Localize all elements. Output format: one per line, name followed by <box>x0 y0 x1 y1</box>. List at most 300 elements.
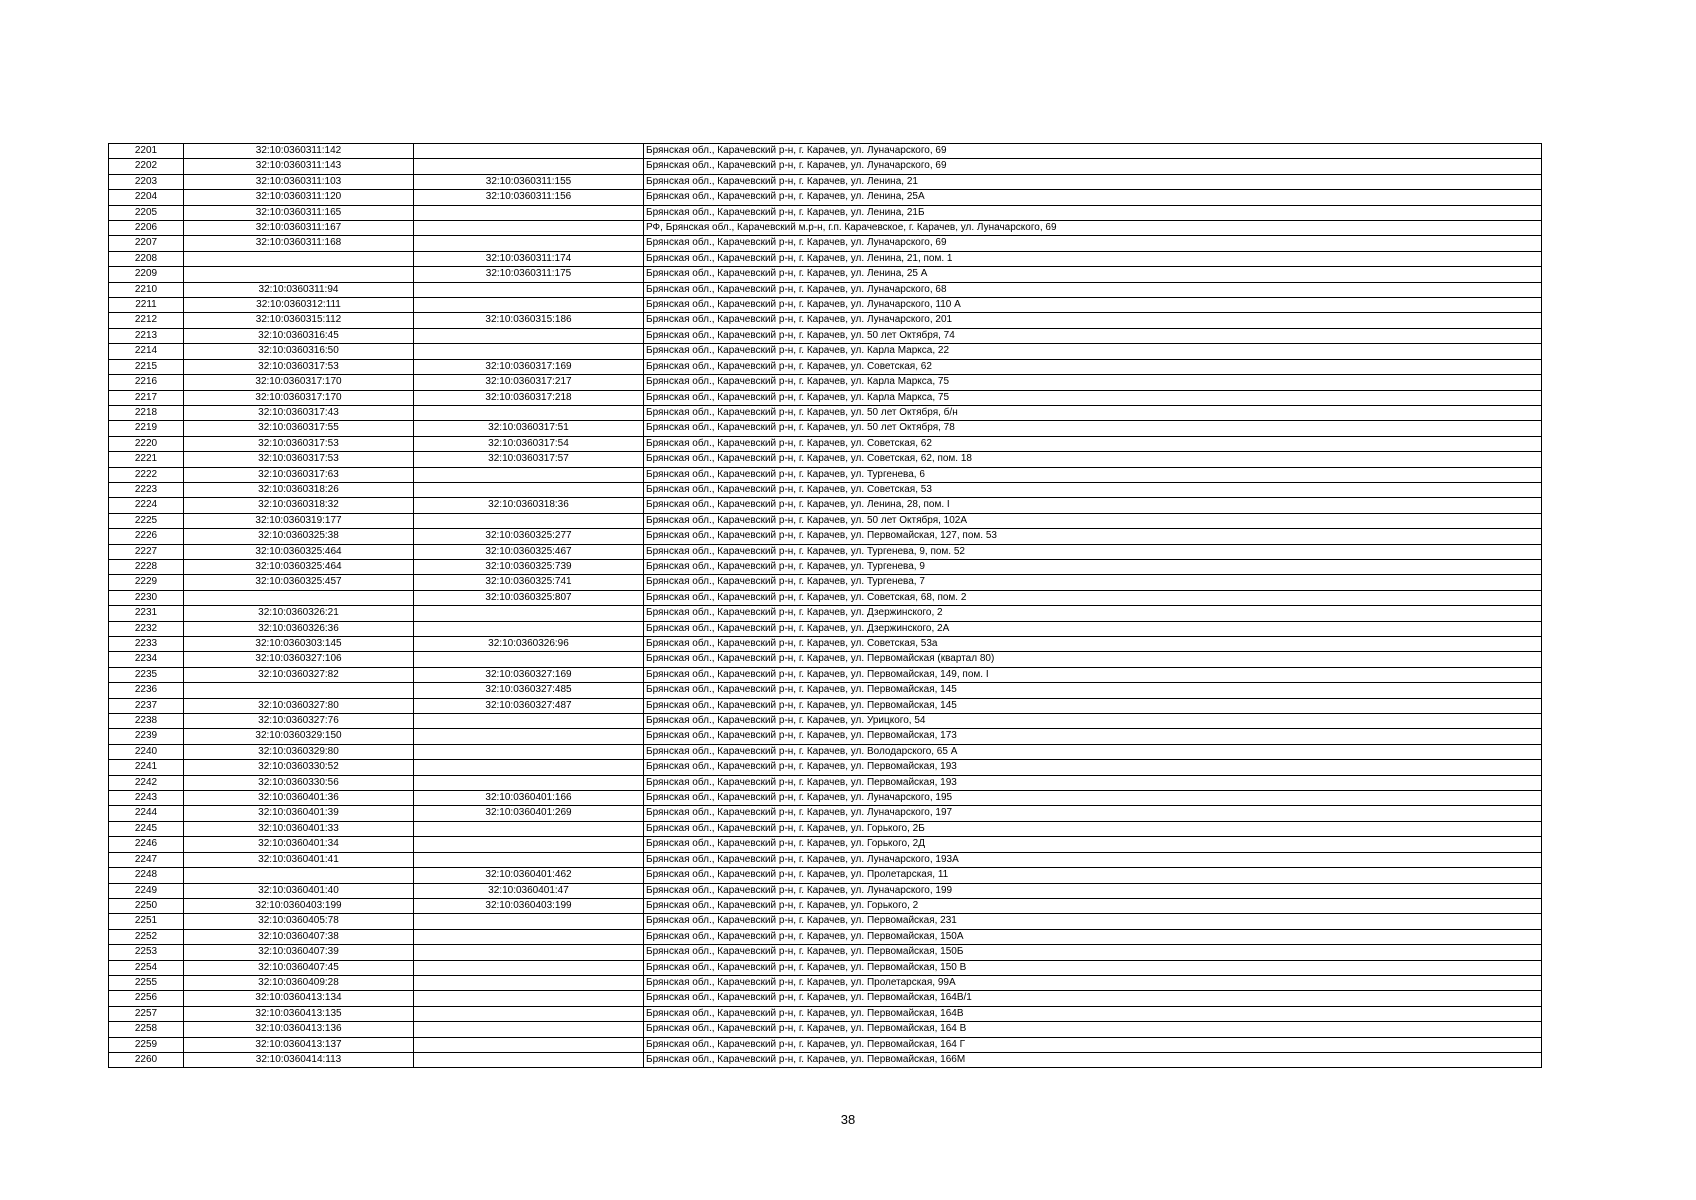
building-cadastral-number-cell <box>414 405 644 420</box>
land-cadastral-number-cell: 32:10:0360413:135 <box>184 1006 414 1021</box>
address-cell: Брянская обл., Карачевский р-н, г. Карачев, ул. Советская, 62 <box>644 359 1542 374</box>
land-cadastral-number-cell: 32:10:0360319:177 <box>184 513 414 528</box>
table-row <box>109 991 1542 1006</box>
land-cadastral-number-cell: 32:10:0360311:165 <box>184 205 414 220</box>
address-cell: Брянская обл., Карачевский р-н, г. Карачев, ул. Первомайская, 127, пом. 53 <box>644 529 1542 544</box>
address-cell: Брянская обл., Карачевский р-н, г. Карачев, ул. Советская, 62, пом. 18 <box>644 452 1542 467</box>
address-cell: Брянская обл., Карачевский р-н, г. Карачев, ул. Первомайская, 166М <box>644 1052 1542 1067</box>
building-cadastral-number-cell <box>414 960 644 975</box>
table-row <box>109 914 1542 929</box>
row-number-cell: 2238 <box>109 714 184 729</box>
table-row <box>109 390 1542 405</box>
land-cadastral-number-cell: 32:10:0360311:120 <box>184 190 414 205</box>
row-number-cell: 2214 <box>109 344 184 359</box>
land-cadastral-number-cell: 32:10:0360315:112 <box>184 313 414 328</box>
building-cadastral-number-cell <box>414 1052 644 1067</box>
building-cadastral-number-cell: 32:10:0360317:169 <box>414 359 644 374</box>
row-number-cell: 2252 <box>109 929 184 944</box>
land-cadastral-number-cell: 32:10:0360318:32 <box>184 498 414 513</box>
address-cell: Брянская обл., Карачевский р-н, г. Карачев, ул. Луначарского, 69 <box>644 236 1542 251</box>
table-row <box>109 298 1542 313</box>
land-cadastral-number-cell: 32:10:0360317:53 <box>184 452 414 467</box>
building-cadastral-number-cell <box>414 714 644 729</box>
address-cell: Брянская обл., Карачевский р-н, г. Карачев, ул. Горького, 2Д <box>644 837 1542 852</box>
address-cell: Брянская обл., Карачевский р-н, г. Карачев, ул. 50 лет Октября, 74 <box>644 328 1542 343</box>
row-number-cell: 2212 <box>109 313 184 328</box>
table-row <box>109 652 1542 667</box>
table-row <box>109 729 1542 744</box>
address-cell: Брянская обл., Карачевский р-н, г. Карачев, ул. Урицкого, 54 <box>644 714 1542 729</box>
land-cadastral-number-cell <box>184 251 414 266</box>
address-cell: Брянская обл., Карачевский р-н, г. Карачев, ул. Советская, 62 <box>644 436 1542 451</box>
address-cell: Брянская обл., Карачевский р-н, г. Карачев, ул. Первомайская (квартал 80) <box>644 652 1542 667</box>
row-number-cell: 2204 <box>109 190 184 205</box>
table-row <box>109 606 1542 621</box>
property-register-table <box>108 143 1542 1068</box>
address-cell: Брянская обл., Карачевский р-н, г. Карачев, ул. Ленина, 21, пом. 1 <box>644 251 1542 266</box>
row-number-cell: 2232 <box>109 621 184 636</box>
land-cadastral-number-cell: 32:10:0360317:170 <box>184 375 414 390</box>
table-row <box>109 174 1542 189</box>
address-cell: Брянская обл., Карачевский р-н, г. Карачев, ул. Первомайская, 150 В <box>644 960 1542 975</box>
table-row <box>109 837 1542 852</box>
row-number-cell: 2217 <box>109 390 184 405</box>
land-cadastral-number-cell: 32:10:0360326:21 <box>184 606 414 621</box>
address-cell: Брянская обл., Карачевский р-н, г. Карачев, ул. Горького, 2Б <box>644 821 1542 836</box>
land-cadastral-number-cell: 32:10:0360403:199 <box>184 898 414 913</box>
land-cadastral-number-cell: 32:10:0360317:170 <box>184 390 414 405</box>
land-cadastral-number-cell: 32:10:0360317:43 <box>184 405 414 420</box>
row-number-cell: 2202 <box>109 159 184 174</box>
table-row <box>109 744 1542 759</box>
row-number-cell: 2219 <box>109 421 184 436</box>
table-row <box>109 1022 1542 1037</box>
table-row <box>109 667 1542 682</box>
land-cadastral-number-cell <box>184 267 414 282</box>
row-number-cell: 2231 <box>109 606 184 621</box>
address-cell: Брянская обл., Карачевский р-н, г. Карачев, ул. Горького, 2 <box>644 898 1542 913</box>
address-cell: Брянская обл., Карачевский р-н, г. Карачев, ул. Первомайская, 145 <box>644 698 1542 713</box>
building-cadastral-number-cell: 32:10:0360318:36 <box>414 498 644 513</box>
table-row <box>109 421 1542 436</box>
row-number-cell: 2259 <box>109 1037 184 1052</box>
address-cell: Брянская обл., Карачевский р-н, г. Карачев, ул. Первомайская, 150А <box>644 929 1542 944</box>
table-row <box>109 467 1542 482</box>
table-row <box>109 590 1542 605</box>
address-cell: Брянская обл., Карачевский р-н, г. Карачев, ул. Луначарского, 199 <box>644 883 1542 898</box>
land-cadastral-number-cell: 32:10:0360405:78 <box>184 914 414 929</box>
table-row <box>109 852 1542 867</box>
row-number-cell: 2256 <box>109 991 184 1006</box>
table-row <box>109 1006 1542 1021</box>
building-cadastral-number-cell <box>414 652 644 667</box>
table-row <box>109 1052 1542 1067</box>
building-cadastral-number-cell <box>414 1022 644 1037</box>
row-number-cell: 2207 <box>109 236 184 251</box>
land-cadastral-number-cell: 32:10:0360312:111 <box>184 298 414 313</box>
land-cadastral-number-cell: 32:10:0360317:55 <box>184 421 414 436</box>
building-cadastral-number-cell: 32:10:0360325:277 <box>414 529 644 544</box>
address-cell: Брянская обл., Карачевский р-н, г. Карачев, ул. Тургенева, 9, пом. 52 <box>644 544 1542 559</box>
building-cadastral-number-cell <box>414 344 644 359</box>
building-cadastral-number-cell: 32:10:0360401:166 <box>414 791 644 806</box>
table-row <box>109 282 1542 297</box>
table-row <box>109 960 1542 975</box>
row-number-cell: 2206 <box>109 221 184 236</box>
land-cadastral-number-cell: 32:10:0360414:113 <box>184 1052 414 1067</box>
table-row <box>109 775 1542 790</box>
address-cell: Брянская обл., Карачевский р-н, г. Карачев, ул. Пролетарская, 11 <box>644 868 1542 883</box>
address-cell: Брянская обл., Карачевский р-н, г. Карачев, ул. Луначарского, 197 <box>644 806 1542 821</box>
row-number-cell: 2226 <box>109 529 184 544</box>
row-number-cell: 2220 <box>109 436 184 451</box>
table-row <box>109 868 1542 883</box>
land-cadastral-number-cell: 32:10:0360407:38 <box>184 929 414 944</box>
table-row <box>109 251 1542 266</box>
row-number-cell: 2245 <box>109 821 184 836</box>
building-cadastral-number-cell: 32:10:0360327:169 <box>414 667 644 682</box>
building-cadastral-number-cell <box>414 837 644 852</box>
address-cell: Брянская обл., Карачевский р-н, г. Карачев, ул. Карла Маркса, 22 <box>644 344 1542 359</box>
address-cell: Брянская обл., Карачевский р-н, г. Карачев, ул. Дзержинского, 2А <box>644 621 1542 636</box>
land-cadastral-number-cell: 32:10:0360330:56 <box>184 775 414 790</box>
row-number-cell: 2205 <box>109 205 184 220</box>
address-cell: Брянская обл., Карачевский р-н, г. Карачев, ул. Дзержинского, 2 <box>644 606 1542 621</box>
address-cell: Брянская обл., Карачевский р-н, г. Карачев, ул. Советская, 53 <box>644 482 1542 497</box>
row-number-cell: 2234 <box>109 652 184 667</box>
address-cell: Брянская обл., Карачевский р-н, г. Карачев, ул. Первомайская, 193 <box>644 760 1542 775</box>
land-cadastral-number-cell: 32:10:0360413:134 <box>184 991 414 1006</box>
row-number-cell: 2236 <box>109 683 184 698</box>
table-row <box>109 791 1542 806</box>
building-cadastral-number-cell: 32:10:0360401:269 <box>414 806 644 821</box>
row-number-cell: 2218 <box>109 405 184 420</box>
address-cell: Брянская обл., Карачевский р-н, г. Карачев, ул. Луначарского, 195 <box>644 791 1542 806</box>
address-cell: Брянская обл., Карачевский р-н, г. Карачев, ул. Володарского, 65 А <box>644 744 1542 759</box>
land-cadastral-number-cell: 32:10:0360316:50 <box>184 344 414 359</box>
address-cell: Брянская обл., Карачевский р-н, г. Карачев, ул. Первомайская, 149, пом. I <box>644 667 1542 682</box>
land-cadastral-number-cell: 32:10:0360401:34 <box>184 837 414 852</box>
land-cadastral-number-cell: 32:10:0360325:38 <box>184 529 414 544</box>
building-cadastral-number-cell: 32:10:0360327:487 <box>414 698 644 713</box>
address-cell: Брянская обл., Карачевский р-н, г. Карачев, ул. Советская, 68, пом. 2 <box>644 590 1542 605</box>
row-number-cell: 2211 <box>109 298 184 313</box>
land-cadastral-number-cell <box>184 590 414 605</box>
building-cadastral-number-cell <box>414 606 644 621</box>
land-cadastral-number-cell: 32:10:0360327:80 <box>184 698 414 713</box>
table-row <box>109 205 1542 220</box>
address-cell: Брянская обл., Карачевский р-н, г. Карачев, ул. Первомайская, 150Б <box>644 945 1542 960</box>
address-cell: Брянская обл., Карачевский р-н, г. Карачев, ул. Ленина, 25 А <box>644 267 1542 282</box>
row-number-cell: 2230 <box>109 590 184 605</box>
row-number-cell: 2208 <box>109 251 184 266</box>
building-cadastral-number-cell: 32:10:0360317:51 <box>414 421 644 436</box>
land-cadastral-number-cell: 32:10:0360317:53 <box>184 359 414 374</box>
table-row <box>109 698 1542 713</box>
building-cadastral-number-cell <box>414 298 644 313</box>
building-cadastral-number-cell <box>414 221 644 236</box>
row-number-cell: 2255 <box>109 975 184 990</box>
land-cadastral-number-cell: 32:10:0360401:39 <box>184 806 414 821</box>
land-cadastral-number-cell: 32:10:0360329:150 <box>184 729 414 744</box>
land-cadastral-number-cell: 32:10:0360325:464 <box>184 559 414 574</box>
land-cadastral-number-cell: 32:10:0360330:52 <box>184 760 414 775</box>
table-row <box>109 452 1542 467</box>
table-row <box>109 621 1542 636</box>
building-cadastral-number-cell: 32:10:0360317:217 <box>414 375 644 390</box>
address-cell: Брянская обл., Карачевский р-н, г. Карачев, ул. 50 лет Октября, 78 <box>644 421 1542 436</box>
table-row <box>109 898 1542 913</box>
row-number-cell: 2215 <box>109 359 184 374</box>
row-number-cell: 2239 <box>109 729 184 744</box>
building-cadastral-number-cell <box>414 328 644 343</box>
row-number-cell: 2209 <box>109 267 184 282</box>
table-row <box>109 945 1542 960</box>
row-number-cell: 2248 <box>109 868 184 883</box>
row-number-cell: 2242 <box>109 775 184 790</box>
building-cadastral-number-cell <box>414 621 644 636</box>
land-cadastral-number-cell: 32:10:0360401:41 <box>184 852 414 867</box>
table-row <box>109 436 1542 451</box>
land-cadastral-number-cell: 32:10:0360401:36 <box>184 791 414 806</box>
address-cell: Брянская обл., Карачевский р-н, г. Карачев, ул. Луначарского, 201 <box>644 313 1542 328</box>
table-row <box>109 405 1542 420</box>
row-number-cell: 2247 <box>109 852 184 867</box>
land-cadastral-number-cell <box>184 868 414 883</box>
table-row <box>109 221 1542 236</box>
land-cadastral-number-cell: 32:10:0360326:36 <box>184 621 414 636</box>
row-number-cell: 2254 <box>109 960 184 975</box>
row-number-cell: 2243 <box>109 791 184 806</box>
address-cell: РФ, Брянская обл., Карачевский м.р-н, г.п. Карачевское, г. Карачев, ул. Луначарского, 69 <box>644 221 1542 236</box>
address-cell: Брянская обл., Карачевский р-н, г. Карачев, ул. 50 лет Октября, 102А <box>644 513 1542 528</box>
building-cadastral-number-cell <box>414 729 644 744</box>
table-row <box>109 683 1542 698</box>
building-cadastral-number-cell: 32:10:0360311:174 <box>414 251 644 266</box>
row-number-cell: 2257 <box>109 1006 184 1021</box>
address-cell: Брянская обл., Карачевский р-н, г. Карачев, ул. Луначарского, 193А <box>644 852 1542 867</box>
table-row <box>109 359 1542 374</box>
building-cadastral-number-cell: 32:10:0360325:467 <box>414 544 644 559</box>
address-cell: Брянская обл., Карачевский р-н, г. Карачев, ул. Луначарского, 69 <box>644 144 1542 159</box>
row-number-cell: 2229 <box>109 575 184 590</box>
row-number-cell: 2223 <box>109 482 184 497</box>
address-cell: Брянская обл., Карачевский р-н, г. Карачев, ул. Ленина, 25А <box>644 190 1542 205</box>
row-number-cell: 2235 <box>109 667 184 682</box>
table-row <box>109 529 1542 544</box>
building-cadastral-number-cell <box>414 159 644 174</box>
row-number-cell: 2237 <box>109 698 184 713</box>
land-cadastral-number-cell: 32:10:0360327:106 <box>184 652 414 667</box>
table-row <box>109 159 1542 174</box>
land-cadastral-number-cell: 32:10:0360303:145 <box>184 637 414 652</box>
row-number-cell: 2222 <box>109 467 184 482</box>
row-number-cell: 2216 <box>109 375 184 390</box>
address-cell: Брянская обл., Карачевский р-н, г. Карачев, ул. Пролетарская, 99А <box>644 975 1542 990</box>
row-number-cell: 2250 <box>109 898 184 913</box>
table-row <box>109 544 1542 559</box>
building-cadastral-number-cell <box>414 482 644 497</box>
table-row <box>109 328 1542 343</box>
building-cadastral-number-cell <box>414 744 644 759</box>
building-cadastral-number-cell: 32:10:0360325:807 <box>414 590 644 605</box>
table-row <box>109 883 1542 898</box>
land-cadastral-number-cell: 32:10:0360311:168 <box>184 236 414 251</box>
building-cadastral-number-cell <box>414 205 644 220</box>
building-cadastral-number-cell: 32:10:0360327:485 <box>414 683 644 698</box>
table-row <box>109 559 1542 574</box>
building-cadastral-number-cell <box>414 1006 644 1021</box>
table-row <box>109 575 1542 590</box>
address-cell: Брянская обл., Карачевский р-н, г. Карачев, ул. Тургенева, 7 <box>644 575 1542 590</box>
row-number-cell: 2213 <box>109 328 184 343</box>
table-row <box>109 482 1542 497</box>
land-cadastral-number-cell: 32:10:0360413:136 <box>184 1022 414 1037</box>
building-cadastral-number-cell: 32:10:0360317:218 <box>414 390 644 405</box>
row-number-cell: 2258 <box>109 1022 184 1037</box>
land-cadastral-number-cell: 32:10:0360407:39 <box>184 945 414 960</box>
table-row <box>109 929 1542 944</box>
land-cadastral-number-cell: 32:10:0360311:142 <box>184 144 414 159</box>
table-row <box>109 821 1542 836</box>
row-number-cell: 2260 <box>109 1052 184 1067</box>
table-row <box>109 975 1542 990</box>
building-cadastral-number-cell <box>414 914 644 929</box>
building-cadastral-number-cell <box>414 467 644 482</box>
row-number-cell: 2203 <box>109 174 184 189</box>
building-cadastral-number-cell: 32:10:0360401:47 <box>414 883 644 898</box>
building-cadastral-number-cell: 32:10:0360311:175 <box>414 267 644 282</box>
address-cell: Брянская обл., Карачевский р-н, г. Карачев, ул. Первомайская, 145 <box>644 683 1542 698</box>
land-cadastral-number-cell: 32:10:0360317:53 <box>184 436 414 451</box>
table-row <box>109 714 1542 729</box>
row-number-cell: 2249 <box>109 883 184 898</box>
table-row <box>109 267 1542 282</box>
building-cadastral-number-cell: 32:10:0360325:739 <box>414 559 644 574</box>
building-cadastral-number-cell <box>414 760 644 775</box>
row-number-cell: 2246 <box>109 837 184 852</box>
row-number-cell: 2210 <box>109 282 184 297</box>
land-cadastral-number-cell: 32:10:0360325:464 <box>184 544 414 559</box>
address-cell: Брянская обл., Карачевский р-н, г. Карачев, ул. Тургенева, 6 <box>644 467 1542 482</box>
row-number-cell: 2253 <box>109 945 184 960</box>
table-row <box>109 637 1542 652</box>
land-cadastral-number-cell: 32:10:0360311:143 <box>184 159 414 174</box>
building-cadastral-number-cell: 32:10:0360317:54 <box>414 436 644 451</box>
address-cell: Брянская обл., Карачевский р-н, г. Карачев, ул. Ленина, 28, пом. I <box>644 498 1542 513</box>
row-number-cell: 2240 <box>109 744 184 759</box>
building-cadastral-number-cell <box>414 852 644 867</box>
building-cadastral-number-cell <box>414 929 644 944</box>
table-row <box>109 375 1542 390</box>
row-number-cell: 2221 <box>109 452 184 467</box>
land-cadastral-number-cell: 32:10:0360316:45 <box>184 328 414 343</box>
land-cadastral-number-cell: 32:10:0360409:28 <box>184 975 414 990</box>
row-number-cell: 2224 <box>109 498 184 513</box>
address-cell: Брянская обл., Карачевский р-н, г. Карачев, ул. Ленина, 21 <box>644 174 1542 189</box>
address-cell: Брянская обл., Карачевский р-н, г. Карачев, ул. Луначарского, 68 <box>644 282 1542 297</box>
land-cadastral-number-cell: 32:10:0360311:94 <box>184 282 414 297</box>
table-row <box>109 190 1542 205</box>
building-cadastral-number-cell <box>414 144 644 159</box>
building-cadastral-number-cell <box>414 775 644 790</box>
building-cadastral-number-cell: 32:10:0360325:741 <box>414 575 644 590</box>
address-cell: Брянская обл., Карачевский р-н, г. Карачев, ул. Луначарского, 110 А <box>644 298 1542 313</box>
table-row <box>109 513 1542 528</box>
page-number: 38 <box>840 1112 856 1127</box>
table-row <box>109 760 1542 775</box>
row-number-cell: 2228 <box>109 559 184 574</box>
row-number-cell: 2227 <box>109 544 184 559</box>
address-cell: Брянская обл., Карачевский р-н, г. Карачев, ул. Первомайская, 173 <box>644 729 1542 744</box>
table-row <box>109 806 1542 821</box>
land-cadastral-number-cell: 32:10:0360318:26 <box>184 482 414 497</box>
building-cadastral-number-cell: 32:10:0360326:96 <box>414 637 644 652</box>
address-cell: Брянская обл., Карачевский р-н, г. Карачев, ул. Ленина, 21Б <box>644 205 1542 220</box>
address-cell: Брянская обл., Карачевский р-н, г. Карачев, ул. Первомайская, 164В <box>644 1006 1542 1021</box>
address-cell: Брянская обл., Карачевский р-н, г. Карачев, ул. Первомайская, 164 В <box>644 1022 1542 1037</box>
land-cadastral-number-cell: 32:10:0360327:82 <box>184 667 414 682</box>
building-cadastral-number-cell: 32:10:0360311:156 <box>414 190 644 205</box>
address-cell: Брянская обл., Карачевский р-н, г. Карачев, ул. Советская, 53а <box>644 637 1542 652</box>
land-cadastral-number-cell: 32:10:0360401:33 <box>184 821 414 836</box>
address-cell: Брянская обл., Карачевский р-н, г. Карачев, ул. Тургенева, 9 <box>644 559 1542 574</box>
table-row <box>109 498 1542 513</box>
land-cadastral-number-cell: 32:10:0360311:103 <box>184 174 414 189</box>
land-cadastral-number-cell: 32:10:0360325:457 <box>184 575 414 590</box>
land-cadastral-number-cell: 32:10:0360401:40 <box>184 883 414 898</box>
table-row <box>109 236 1542 251</box>
address-cell: Брянская обл., Карачевский р-н, г. Карачев, ул. 50 лет Октября, б/н <box>644 405 1542 420</box>
address-cell: Брянская обл., Карачевский р-н, г. Карачев, ул. Карла Маркса, 75 <box>644 390 1542 405</box>
table-row <box>109 313 1542 328</box>
address-cell: Брянская обл., Карачевский р-н, г. Карачев, ул. Луначарского, 69 <box>644 159 1542 174</box>
address-cell: Брянская обл., Карачевский р-н, г. Карачев, ул. Первомайская, 231 <box>644 914 1542 929</box>
land-cadastral-number-cell: 32:10:0360413:137 <box>184 1037 414 1052</box>
address-cell: Брянская обл., Карачевский р-н, г. Карачев, ул. Карла Маркса, 75 <box>644 375 1542 390</box>
building-cadastral-number-cell: 32:10:0360401:462 <box>414 868 644 883</box>
land-cadastral-number-cell <box>184 683 414 698</box>
row-number-cell: 2241 <box>109 760 184 775</box>
row-number-cell: 2233 <box>109 637 184 652</box>
land-cadastral-number-cell: 32:10:0360317:63 <box>184 467 414 482</box>
building-cadastral-number-cell <box>414 282 644 297</box>
building-cadastral-number-cell <box>414 821 644 836</box>
address-cell: Брянская обл., Карачевский р-н, г. Карачев, ул. Первомайская, 193 <box>644 775 1542 790</box>
building-cadastral-number-cell: 32:10:0360317:57 <box>414 452 644 467</box>
table-row <box>109 144 1542 159</box>
table-row <box>109 344 1542 359</box>
building-cadastral-number-cell <box>414 513 644 528</box>
building-cadastral-number-cell <box>414 975 644 990</box>
building-cadastral-number-cell <box>414 1037 644 1052</box>
address-cell: Брянская обл., Карачевский р-н, г. Карачев, ул. Первомайская, 164В/1 <box>644 991 1542 1006</box>
table-body <box>109 144 1542 1068</box>
land-cadastral-number-cell: 32:10:0360407:45 <box>184 960 414 975</box>
land-cadastral-number-cell: 32:10:0360329:80 <box>184 744 414 759</box>
building-cadastral-number-cell: 32:10:0360315:186 <box>414 313 644 328</box>
building-cadastral-number-cell: 32:10:0360403:199 <box>414 898 644 913</box>
building-cadastral-number-cell <box>414 236 644 251</box>
table-row <box>109 1037 1542 1052</box>
row-number-cell: 2201 <box>109 144 184 159</box>
building-cadastral-number-cell <box>414 991 644 1006</box>
building-cadastral-number-cell: 32:10:0360311:155 <box>414 174 644 189</box>
land-cadastral-number-cell: 32:10:0360311:167 <box>184 221 414 236</box>
row-number-cell: 2244 <box>109 806 184 821</box>
row-number-cell: 2251 <box>109 914 184 929</box>
land-cadastral-number-cell: 32:10:0360327:76 <box>184 714 414 729</box>
